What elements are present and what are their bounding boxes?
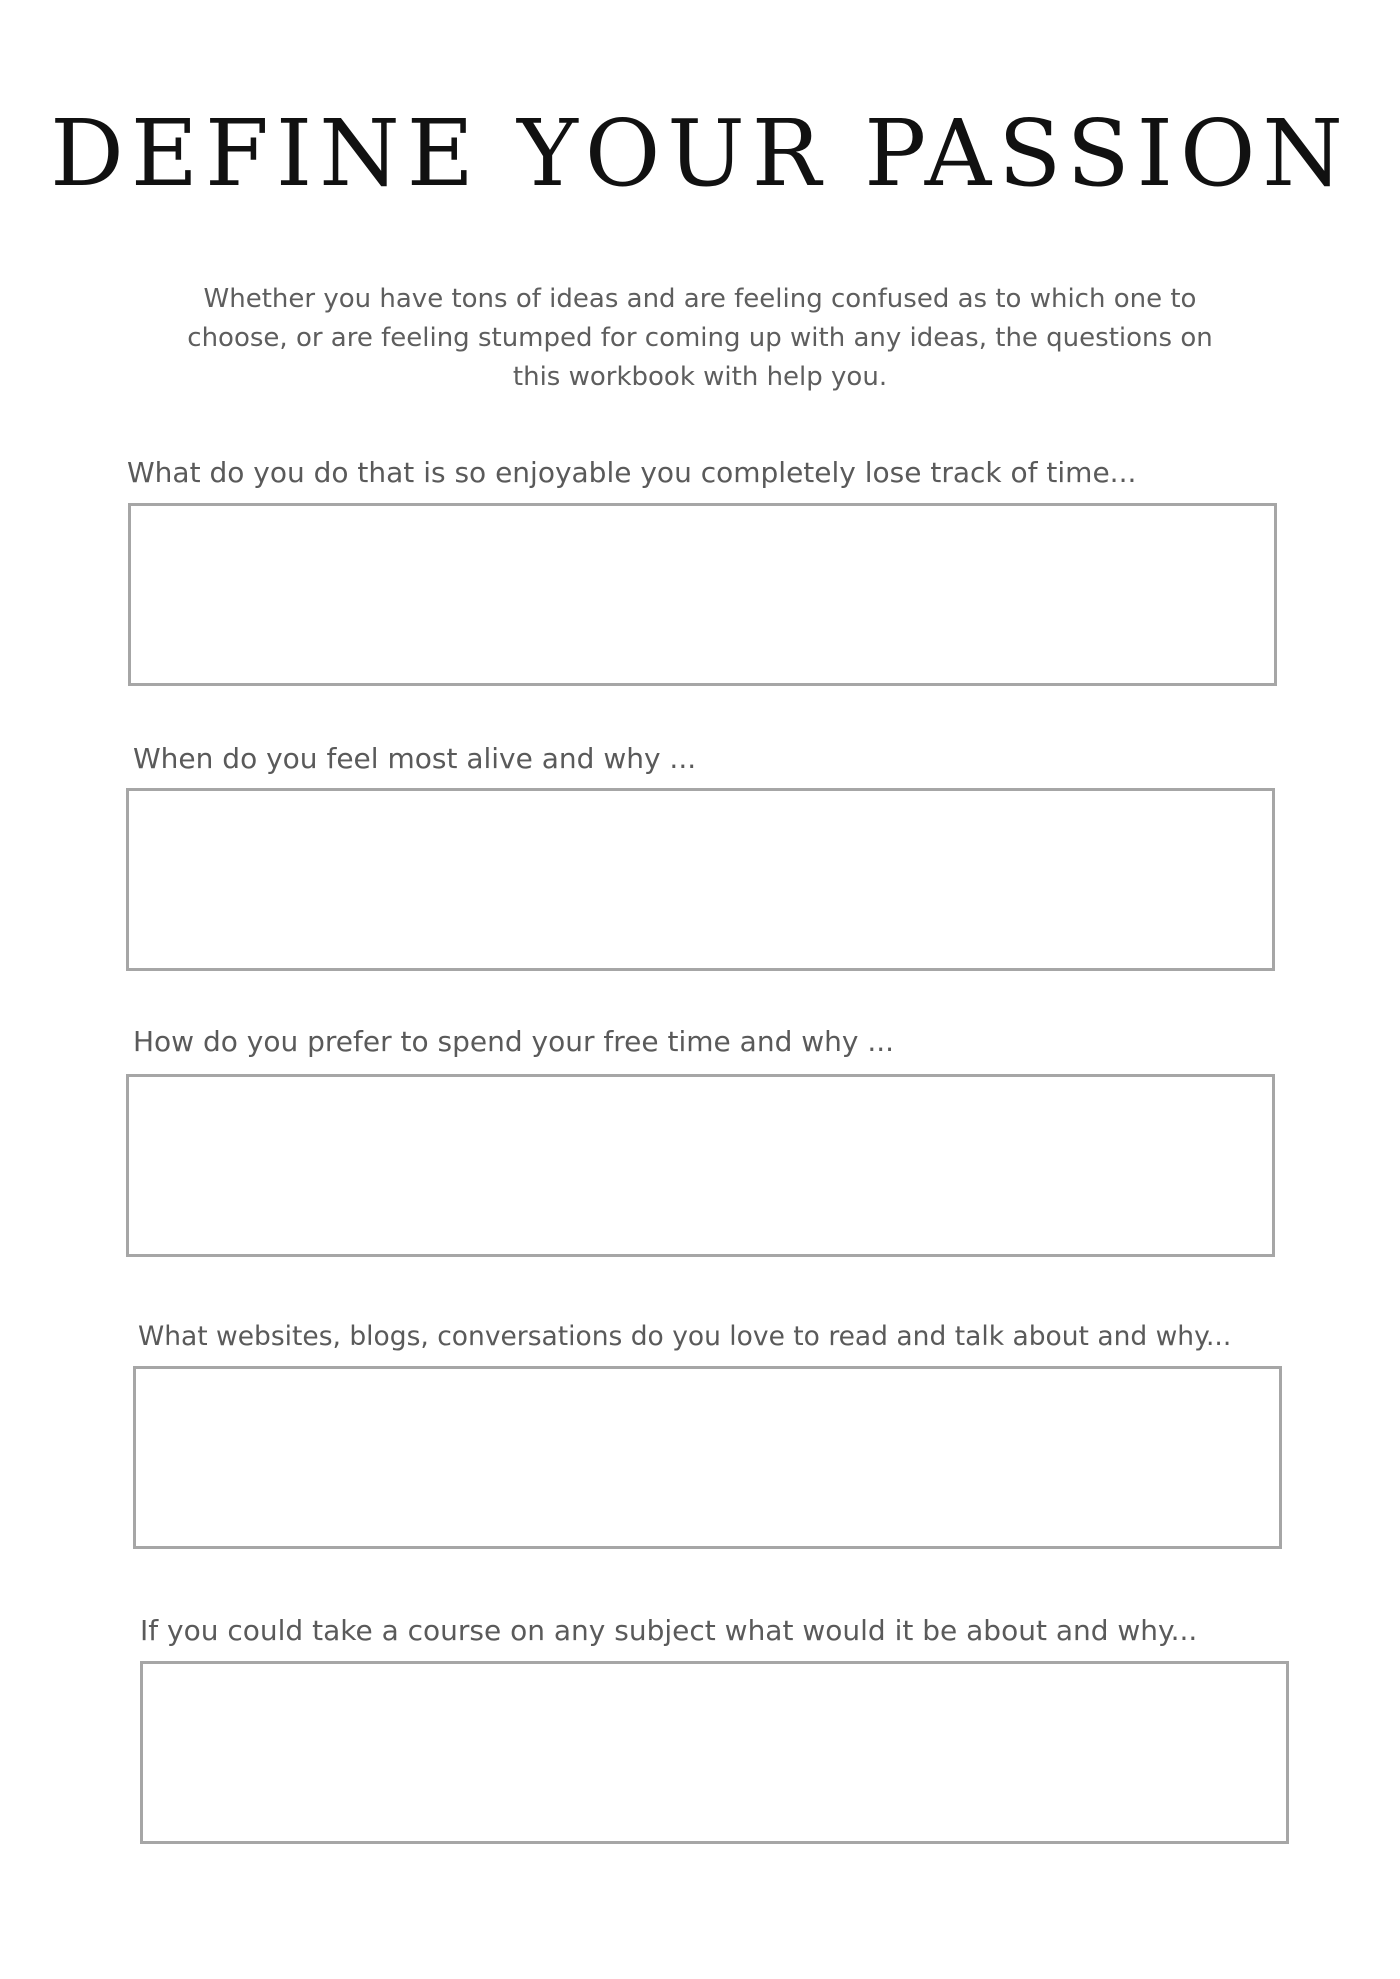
question-3-answer-box[interactable] — [126, 1074, 1275, 1257]
intro-line: Whether you have tons of ideas and are feeling confused as to which one to — [203, 284, 1197, 314]
question-4-answer-box[interactable] — [133, 1366, 1282, 1549]
page-title: DEFINE YOUR PASSION — [50, 100, 1350, 207]
question-1-label: What do you do that is so enjoyable you completely lose track of time... — [127, 456, 1137, 489]
intro-line: choose, or are feeling stumped for coming up with any ideas, the questions on — [187, 323, 1213, 353]
question-2-answer-box[interactable] — [126, 788, 1275, 971]
intro-paragraph — [130, 280, 1270, 397]
question-1-answer-box[interactable] — [128, 503, 1277, 686]
intro-line: this workbook with help you. — [512, 362, 888, 392]
question-5-label: If you could take a course on any subject what would it be about and why... — [140, 1614, 1198, 1647]
question-3-label: How do you prefer to spend your free time and why ... — [133, 1025, 895, 1058]
question-5-answer-box[interactable] — [140, 1661, 1289, 1844]
question-2-label: When do you feel most alive and why ... — [133, 742, 697, 775]
question-4-label: What websites, blogs, conversations do you love to read and talk about and why... — [138, 1321, 1232, 1352]
